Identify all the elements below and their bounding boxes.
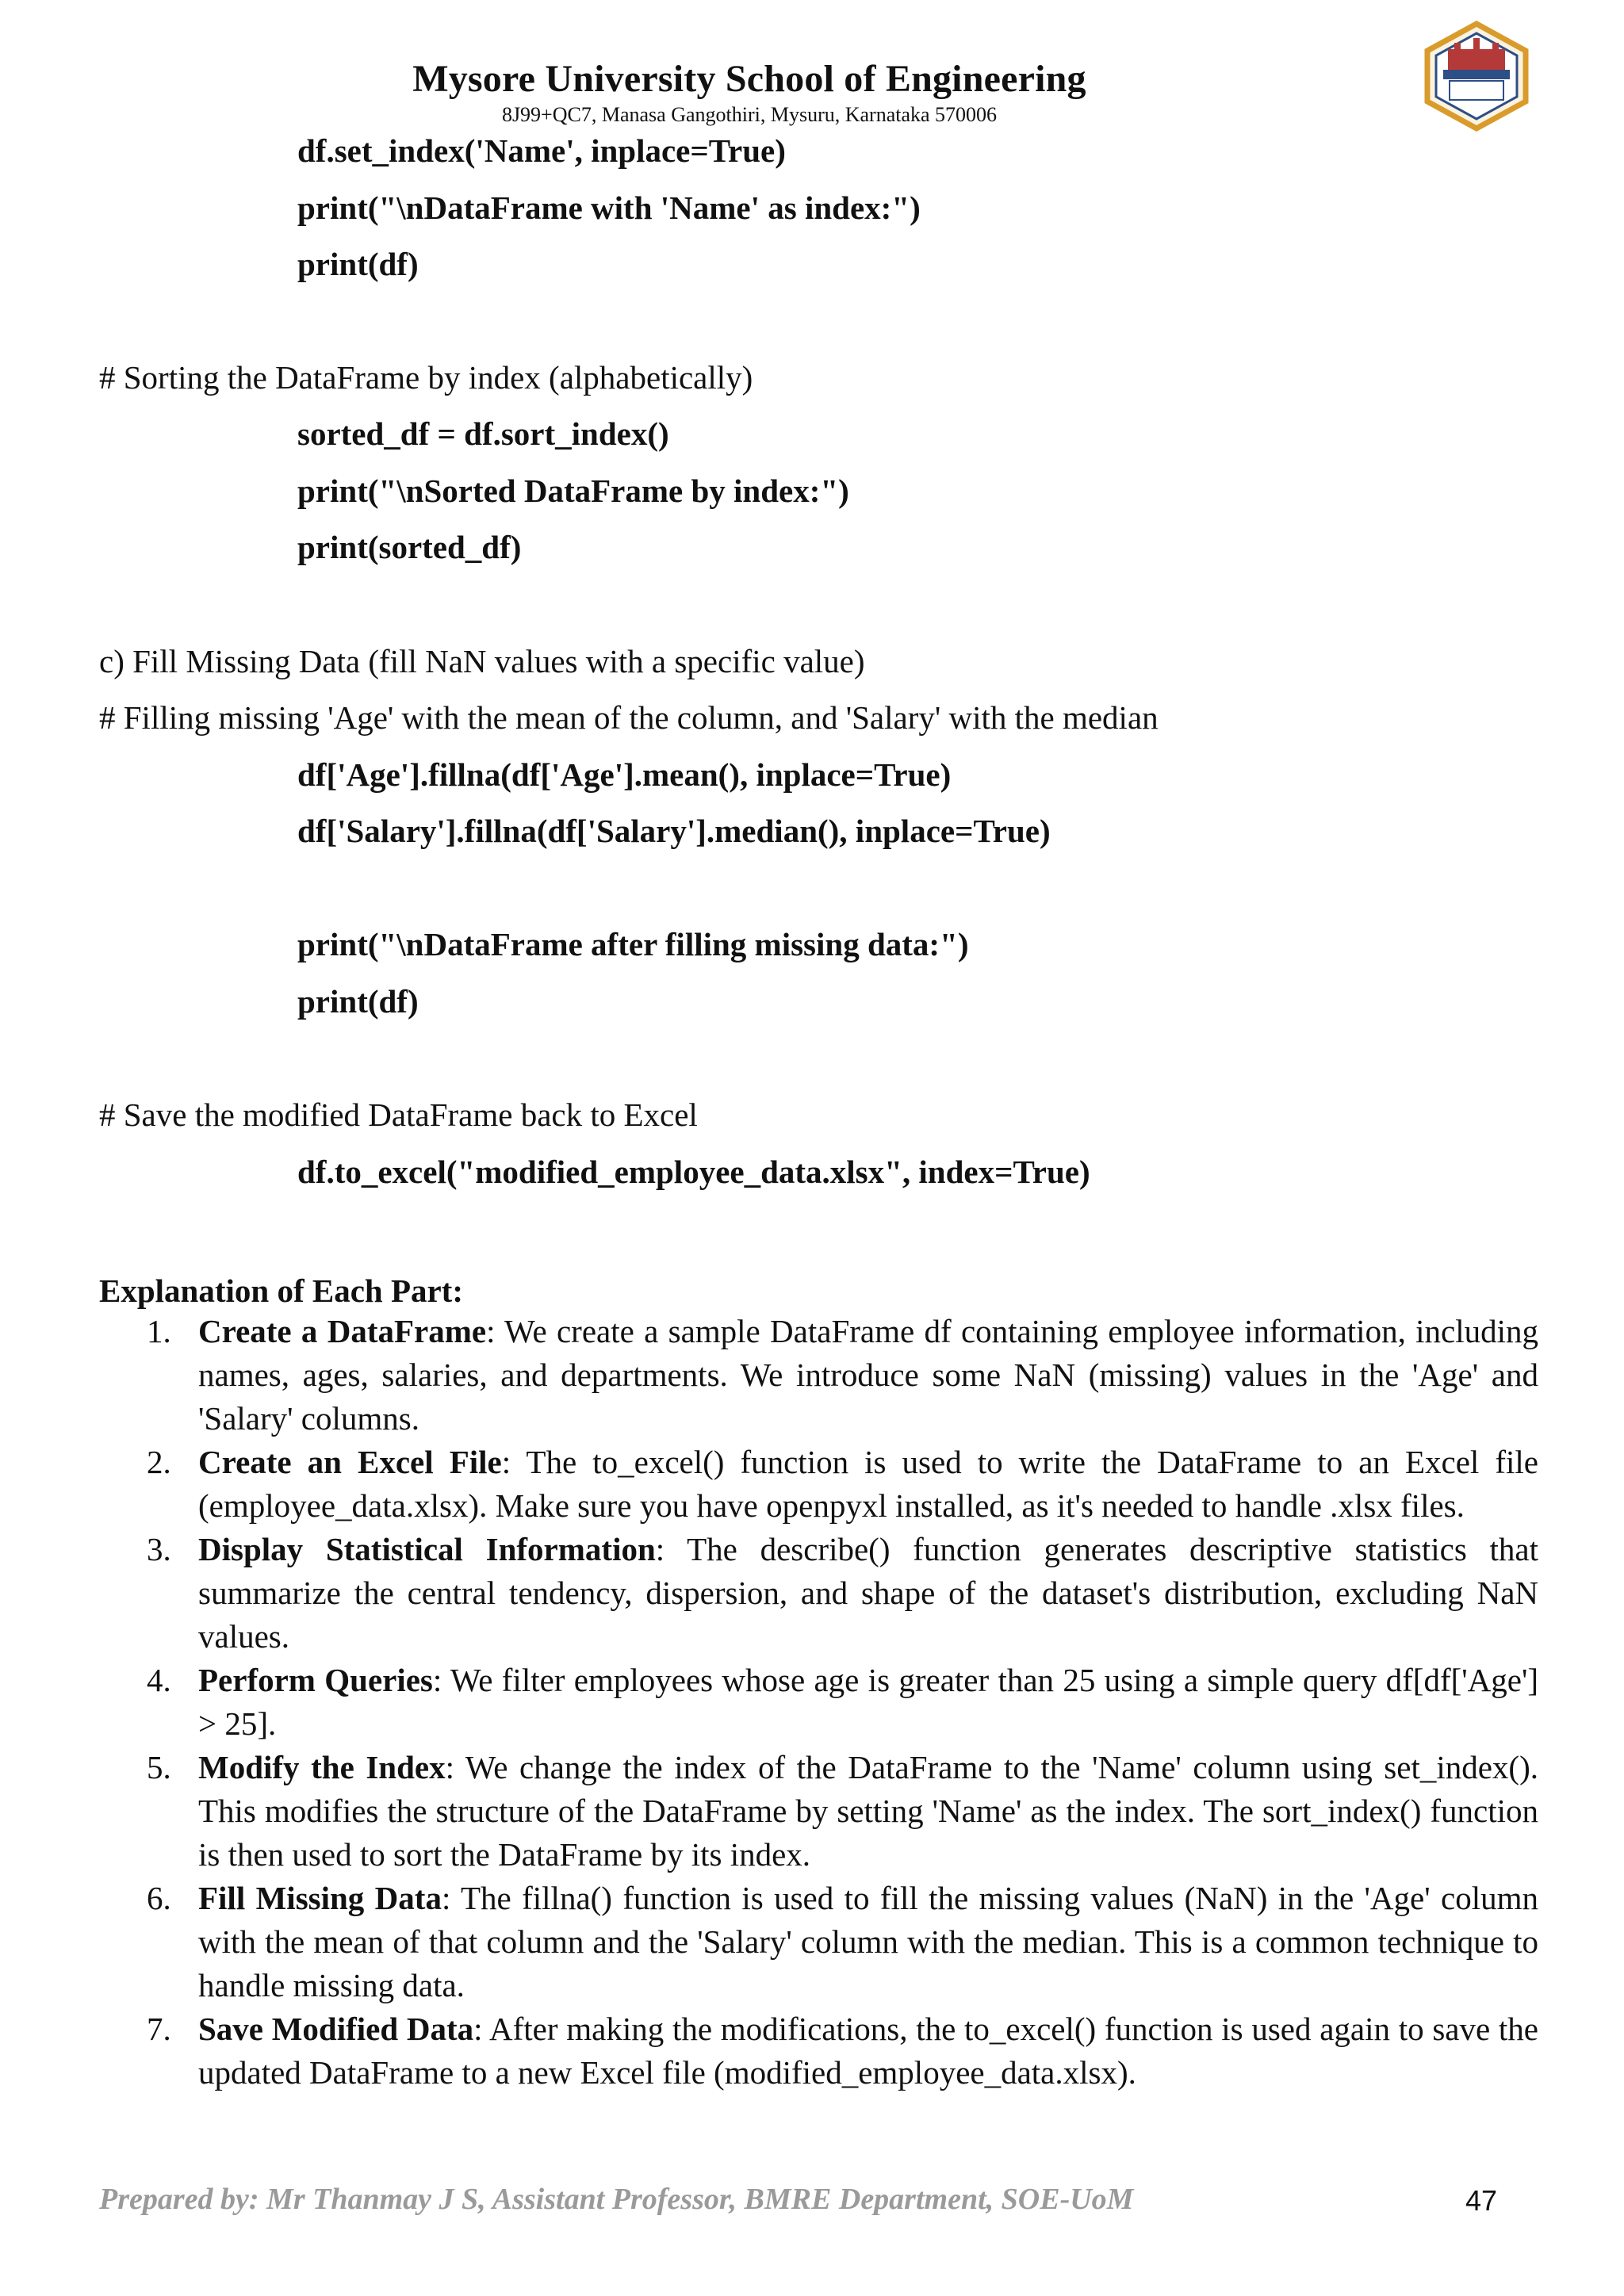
code-line: print("\nDataFrame with 'Name' as index:") (297, 189, 921, 226)
explanation-list (99, 1310, 1538, 2095)
header-address: 8J99+QC7, Manasa Gangothiri, Mysuru, Karnataka 570006 (501, 103, 998, 126)
comment-line: # Filling missing 'Age' with the mean of the column, and 'Salary' with the median (99, 699, 1159, 736)
item-text: : After making the modifications, the to_excel() function is used again to save the updated DataFrame to a new Excel file (modified_employee_data.xlsx). (198, 2011, 1539, 2091)
item-text: : We create a sample DataFrame df containing employee information, including names, ages, salaries, and departments. We introduce some NaN (missing) values in the 'Age' and 'Salary' columns. (198, 1313, 1538, 1437)
code-line: print("\nDataFrame after filling missing data:") (297, 926, 969, 962)
code-line: sorted_df = df.sort_index() (297, 415, 669, 452)
list-item (99, 1528, 1538, 1659)
item-term: Save Modified Data (198, 2011, 474, 2047)
comment-line: # Sorting the DataFrame by index (alphabetically) (99, 359, 753, 396)
item-text: : The fillna() function is used to fill the missing values (NaN) in the 'Age' column with the mean of that column and the 'Salary' column with the median. This is a common technique to handle missing data. (198, 1880, 1538, 2003)
list-item (99, 1877, 1538, 2007)
item-text: : The describe() function generates descriptive statistics that summarize the central tendency, dispersion, and shape of the dataset's distribution, excluding NaN values. (198, 1531, 1538, 1655)
code-line: df.to_excel("modified_employee_data.xlsx", index=True) (297, 1154, 1090, 1190)
page-title: Mysore University School of Engineering (412, 58, 1086, 100)
code-line: df.set_index('Name', inplace=True) (297, 132, 786, 169)
explanation-heading: Explanation of Each Part: (99, 1272, 463, 1309)
item-number: 7. (147, 2011, 171, 2047)
list-item (99, 1310, 1538, 1441)
item-number: 3. (147, 1531, 171, 1567)
code-line: print(sorted_df) (297, 529, 522, 565)
list-item (99, 2007, 1538, 2095)
code-line: df['Age'].fillna(df['Age'].mean(), inplace=True) (297, 756, 952, 793)
item-number: 1. (147, 1313, 171, 1349)
item-term: Perform Queries (198, 1662, 433, 1698)
item-term: Modify the Index (198, 1749, 446, 1785)
item-text: : The to_excel() function is used to write the DataFrame to an Excel file (employee_data.xlsx). Make sure you have openpyxl installed, as it's needed to handle .xlsx files. (198, 1444, 1539, 1524)
item-text: : We change the index of the DataFrame to the 'Name' column using set_index(). This modifies the structure of the DataFrame by setting 'Name' as the index. The sort_index() function is then used to sort the DataFrame by its index. (198, 1749, 1538, 1873)
item-term: Display Statistical Information (198, 1531, 656, 1567)
code-line: print("\nSorted DataFrame by index:") (297, 473, 849, 509)
list-item (99, 1441, 1538, 1528)
section-subheading: c) Fill Missing Data (fill NaN values with a specific value) (99, 643, 865, 679)
code-line: print(df) (297, 983, 419, 1020)
footer-prepared-by: Prepared by: Mr Thanmay J S, Assistant Professor, BMRE Department, SOE-UoM (99, 2183, 1134, 2216)
page-number: 47 (1465, 2184, 1498, 2217)
list-item (99, 1659, 1538, 1746)
list-item (99, 1746, 1538, 1877)
code-line: df['Salary'].fillna(df['Salary'].median(), inplace=True) (297, 813, 1051, 849)
code-line: print(df) (297, 246, 419, 282)
comment-line: # Save the modified DataFrame back to Excel (99, 1096, 698, 1133)
item-term: Create an Excel File (198, 1444, 502, 1480)
item-number: 5. (147, 1749, 171, 1785)
item-text: : We filter employees whose age is greater than 25 using a simple query df[df['Age'] > 25]. (198, 1662, 1538, 1742)
item-number: 2. (147, 1444, 171, 1480)
item-term: Fill Missing Data (198, 1880, 442, 1916)
item-term: Create a DataFrame (198, 1313, 487, 1349)
item-number: 6. (147, 1880, 171, 1916)
university-logo (1423, 21, 1530, 132)
item-number: 4. (147, 1662, 171, 1698)
